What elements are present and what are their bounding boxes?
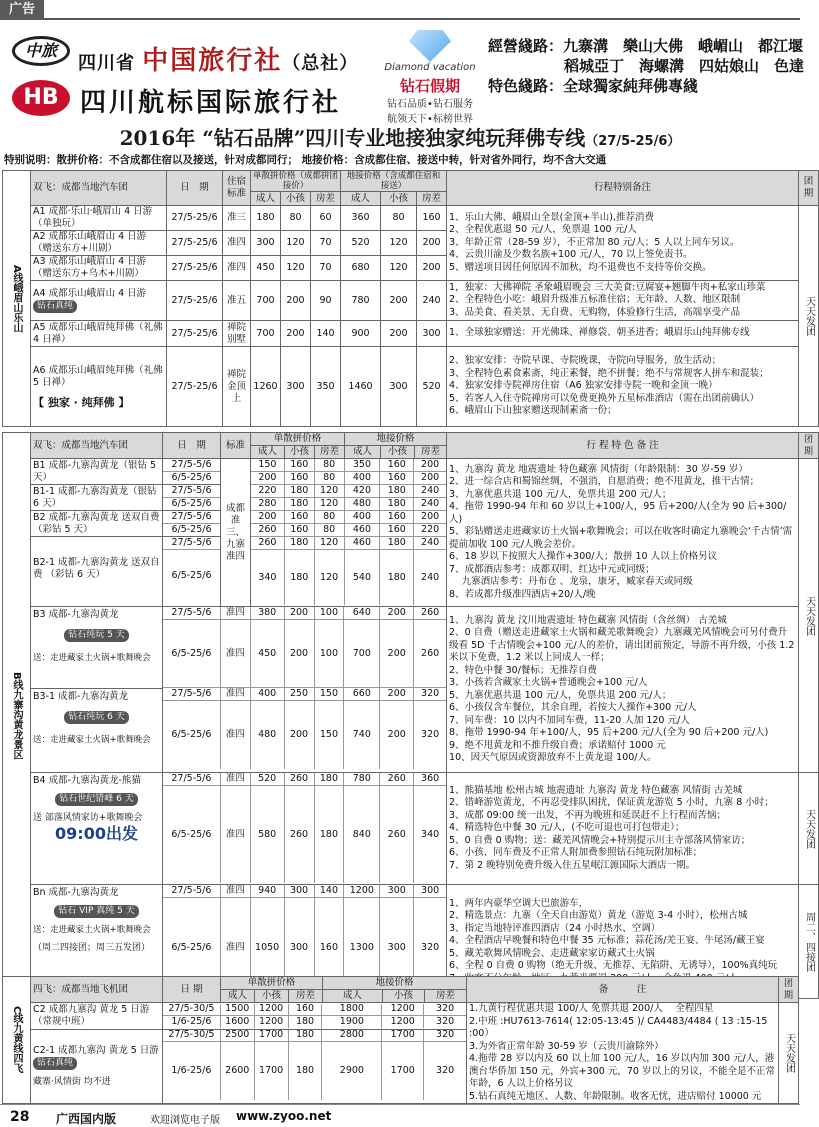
price-row: [163, 1030, 466, 1042]
publication-name: 广西国内版: [56, 1112, 117, 1126]
b4-price-grid: [163, 773, 447, 885]
price-cell: 300: [421, 885, 440, 896]
price-cell: 360: [421, 773, 440, 784]
price-cell: 1900: [322, 1016, 382, 1028]
price-cell: 2600: [221, 1042, 255, 1100]
price-cell: 6/5-25/6: [163, 898, 221, 997]
tag-badge: 钻石 VIP 真纯 5 天: [54, 905, 138, 918]
price-cell: 260: [285, 773, 315, 785]
price-cell: 260: [380, 786, 414, 883]
price-cell: 240: [421, 571, 440, 583]
price-cell: 准四: [221, 773, 251, 785]
ebook-text: 欢迎浏览电子版: [150, 1115, 220, 1126]
price-cell: 700: [344, 620, 380, 687]
table-row: A5 成都乐山峨眉纯拜佛（礼佛 4 日禅） 27/5-25/6 禅院别墅 700 200 140 900 200 300 1、全球独家赠送：开光佛珠、禅修袋、朝圣进香；峨眉乐山纯拜佛专线: [3, 321, 819, 347]
price-cell: 200: [285, 620, 315, 687]
price-cell: 260: [251, 537, 285, 549]
price-row: [251, 485, 446, 498]
price-cell: 160: [285, 511, 315, 523]
top-bar: [0, 0, 800, 20]
price-row: [163, 688, 446, 701]
price-cell: 1700: [382, 1042, 424, 1100]
price-cell: 27/5-5/6: [163, 607, 221, 619]
table-row: A4 成都乐山峨眉山 4 日游 钻石真纯 27/5-25/6 准五 700 200 90 780 200 240 1，独家：大佛禅院 圣象峨眉晚会 三大美食:豆腐宴+翘脚牛肉+私家山珍菜 2、全程特色小吃：峨眉升级准五标准住宿；无年龄、人数、地区限制 3、品美食、看美景、无自费、无购物，体验修行生活，高端享受产品: [3, 281, 819, 321]
tag-badge: 钻石真纯: [33, 300, 77, 313]
table-row: C2 成都九寨沟 黄龙 5 日游（常规中班） 27/5-30/5 1500 1200 160 1800 1200 320 1/6-25/6 1600 1200 180 1900 1200 320 1.九黄行程优惠共退 100/人 免票共退 200/人 全程四星 2.中班 :HU7613-7614( 12:05-13:45 )/ CA4483/4484 ( 13 :15-15 :00） 3.为外省正常年龄 30-59 岁（云贵川渝除外） 4.拖带 28 岁以内及 60 以上加 100 元/人，16 岁以内加 300 元/人，港澳台华侨加 150 元，外宾+300 元，70 岁以上的另议，不能全是不正常年龄，6 人以上价格另议 5.钻石真纯无地区、人数、年龄限制。收客无忧，进店赔付 10000 元 天天发团: [3, 1003, 799, 1030]
cits-logo: 中旅: [12, 36, 70, 66]
hangbiao-logo: HB: [12, 80, 70, 116]
c-remarks: 1.九黄行程优惠共退 100/人 免票共退 200/人 全程四星 2.中班 :HU7613-7614( 12:05-13:45 )/ CA4483/4484 ( 13 :15-15 :00） 3.为外省正常年龄 30-59 岁（云贵川渝除外） 4.拖带 28 岁以内及 60 以上加 100 元/人，16 岁以内加 300 元/人，港澳台华侨加 150 元，外宾+300 元，70 岁以上的另议，不能全是不正常年龄，6 人以上价格另议 5.钻石真纯无地区、人数、年龄限制。收客无忧，进店赔付 10000 元: [467, 1003, 779, 1104]
price-cell: 300: [380, 885, 414, 897]
price-cell: 180: [380, 550, 414, 605]
price-cell: 180: [380, 537, 414, 549]
price-cell: 160: [380, 511, 414, 523]
price-cell: 840: [344, 786, 380, 883]
price-cell: 160: [380, 459, 414, 471]
price-cell: 160: [380, 524, 414, 536]
tag-badge: 钻石纯玩 5 天: [64, 629, 128, 642]
price-cell: 100: [315, 607, 345, 619]
price-cell: 300: [285, 885, 315, 897]
section-b-label: B线九寨沟黄龙景区: [3, 433, 31, 999]
b-group-rows: B1 成都-九寨沟黄龙（银钻 5 天） B1-1 成都-九寨沟黄龙（银钻 6 天） B2 成都-九寨沟黄龙 送双自费 （彩钻 5 天） B2-1 成都-九寨沟黄龙 送双自费 （彩钻 6 天） 27/5-5/6 6/5-25/6 27/5-5/6 6/5-25/6 27/5-5/6 6/5-25/6 27/5-5/6 6/5-25/6 成都准三、九寨准四 150 160 80 350 160 200 200 160 80 400 160 200 220 180 120 420 180 240 280 180 120 480 180 240 200 160 80 400 160 200 260 160 80 460 160 220 260 180 120 460 180 240 340 180 120 540 180 240 1、九寨沟 黄龙 地震遗址 特色藏寨 风情街（年龄限制：30 岁-59 岁） 2、进一综合店和蜀锦丝绸，不强消，自愿消费；绝不甩黄龙，推干古情； 3、九寨优惠共退 100 元/人，免票共退 200 元/人； 4、拖带 1990-94 年和 60 岁以上+100/人，95 后+200/人(全为 90 后+300/人) 5、彩钻赠送走进藏家访土火锅+歌舞晚会；可以在收客时确定九寨晚会‘千古情’需提前加收 100 元/人晚会差价。 6、18 岁以下按照大人操作+300/人；散拼 10 人以上价格另议 7、成都酒店参考：成都双明、红达中元或同级； 九寨酒店参考：丹布仓 、龙泉，康牙，臧家春天或同级 8、若成都升级准四酒店+20/人/晚 天天发团: [3, 459, 819, 607]
website-link[interactable]: www.zyoo.net: [236, 1109, 332, 1123]
price-cell: 220: [421, 524, 440, 535]
price-cell: 27/5-30/5: [163, 1030, 221, 1041]
price-cell: 260: [251, 524, 285, 536]
price-cell: 准四: [221, 898, 251, 997]
price-cell: 320: [436, 1003, 455, 1015]
price-row: [163, 786, 446, 883]
c2-price-grid: [163, 1003, 467, 1030]
price-cell: 准四: [221, 620, 251, 687]
price-cell: 660: [344, 688, 380, 700]
price-cell: 350: [345, 459, 381, 471]
price-cell: 580: [251, 786, 285, 883]
price-cell: 6/5-25/6: [163, 786, 221, 883]
b3-rows: B3 成都-九寨沟黄龙 钻石纯玩 5 天 送：走进藏家土火锅+歌舞晚会 B3-1 成都-九寨沟黄龙 钻石纯玩 6 天 送：走进藏家土火锅+歌舞晚会 27/5-5/6 准四 380 200 100 640 200 260 6/5-25/6 准四 450 200 100 700 200 260 27/5-5/6 准四 400 250 150 660 200 320 6/5-25/6 准四 480 200 150 740 200 320 1、九寨沟 黄龙 汶川地震遗址 特色藏寨 风情街（含丝绸） 古羌城 2、0 自费（赠送走进藏家土火锅和藏羌歌舞晚会）九寨藏羌风情晚会可另付费升级看 5D 千古情晚会+100 元/人的差价，请出团前预定，导游不再升级，小孩 1.2 米以下免费，1.2 米以上同成人一样； 2、特色中餐 30/餐标；无推荐自费 3、小孩若含藏家土火锅+普通晚会+100 元/人 5、九寨优惠共退 100 元/人，免票共退 200 元/人； 6、小孩仅含车餐位，其余自理，若按大人操作+300 元/人 7、同车费：10 以内不加同车费，11-20 人加 120 元/人 8、拖带 1990-94 年+100/人，95 后+200 元/人(全为 90 后+200 元/人) 9、绝不甩黄龙和不推升级自费；承诺赔付 1000 元 10、因天气原因或资源放弃不上黄龙退 100/人。: [3, 607, 819, 773]
price-cell: 520: [251, 773, 285, 785]
price-cell: 480: [345, 498, 381, 510]
tag-badge: 钻石真纯: [33, 1057, 77, 1070]
bn-remarks: 1、两年内豪华空调大巴旅游车， 2、精选景点：九寨（全天自由游览）黄龙（游览 3-4 小时），松州古城 3、指定当地特评准四酒店（24 小时热水、空调） 4、全程酒店早晚餐和特色中餐 35 元标准；蒜花汤/羌王宴、牛尾汤/藏王宴 5、藏羌歌舞风情晚会、走进藏家家访藏式土火锅 6、全程 0 自费 0 购物（绝无升级、无推荐、无陷阱、无诱导），100%真纯玩: [447, 885, 799, 999]
price-cell: 180: [285, 498, 315, 510]
price-row: [163, 773, 446, 786]
price-cell: 160: [285, 472, 315, 484]
section-a-label: A线峨眉山乐山: [3, 171, 31, 427]
price-cell: 320: [421, 729, 440, 740]
price-cell: 1300: [344, 898, 380, 997]
section-a-table: A线峨眉山乐山 双飞：成都当地汽车团 日 期 住宿标准 单散拼价格（成都拼团接价） 地接价格（含成都住宿和接送） 行程特别备注 团期 成人 小孩 房差 成人 小孩 房差 A1 成都·乐山·峨眉山 4 日游（单独玩） 27/5-25/6 准三 180 80 60 360 80 160 1、乐山大佛、峨眉山全景(金顶+半山),推荐消费 2、全程优惠退 50 元/人，免票退 100 元/人 3、年龄正常（28-59 岁），不正常加 80 元/人；5 人以上同车另议。 4、云贵川渝及少数名族+100 元/人，70 以上签免责书。 5、赠送项目因任何原因不加秋，均不退费也不支持等价交换。 天天发团 A2 成都乐山峨眉山 4 日游（赠送东方+川剧） 27/5-25/6 准四 300 120 70 520 120 200 A3 成都乐山峨眉山 4 日游（赠送东方+乌木+川剧） 27/5-25/6 准四 450 120 70 680 120 200 A4 成都乐山峨眉山 4 日游 钻石真纯 27/5-25/6 准五 700 200 90 780 200 240 1，独家：大佛禅院 圣象峨眉晚会 三大美食:豆腐宴+翘脚牛肉+私家山珍菜 2、全程特色小吃：峨眉升级准五标准住宿；无年龄、人数、地区限制 3、品美食、看美景、无自费、无购物，体验修行生活，高端享受产品 A5 成都乐山峨眉纯拜佛（礼佛 4 日禅） 27/5-25/6 禅院别墅 700 200 140 900 200 300 1、全球独家赠送：开光佛珠、禅修袋、朝圣进香；峨眉乐山纯拜佛专线 A6 成都乐山峨眉纯拜佛（礼佛 5 日禅） 【 独家 · 纯拜佛 】 27/5-25/6 禅院金顶上 1260 300 350 1460 300 520 2、独家安排：寺院早课、寺院晚课，寺院向导服务，放生活动； 3、全程特色素食素斋，纯正素餐，绝不拼餐；绝不与常规客人拼车和混装； 4、独家安排寺院禅房住宿（A6 独家安排寺院一晚和金顶一晚） 5、若客人入住寺院禅房可以免费更换外五星标准酒店（需在出团前确认） 6、峨眉山下山独家赠送现制素斋一份；: [2, 170, 819, 427]
price-cell: 2800: [322, 1030, 382, 1041]
price-cell: 1800: [322, 1004, 382, 1015]
price-cell: 180: [289, 1030, 323, 1041]
price-row: [251, 459, 446, 472]
price-cell: 150: [315, 701, 345, 769]
price-cell: 200: [251, 472, 285, 484]
price-cell: 260: [285, 786, 315, 883]
price-cell: 180: [285, 537, 315, 549]
price-cell: 80: [315, 511, 345, 523]
price-cell: 180: [380, 485, 414, 497]
table-row: A6 成都乐山峨眉纯拜佛（礼佛 5 日禅） 【 独家 · 纯拜佛 】 27/5-25/6 禅院金顶上 1260 300 350 1460 300 520 2、独家安排：寺院早课、寺院晚课，寺院向导服务，放生活动； 3、全程特色素食素斋，纯正素餐，绝不拼餐；绝不与常规客人拼车和混装； 4、独家安排寺院禅房住宿（A6 独家安排寺院一晚和金顶一晚） 5、若客人入住寺院禅房可以免费更换外五星标准酒店（需在出团前确认） 6、峨眉山下山独家赠送现制素斋一份；: [3, 347, 819, 427]
price-cell: 180: [289, 1042, 323, 1100]
price-cell: 320: [421, 688, 440, 699]
price-cell: 1500: [221, 1004, 255, 1015]
price-cell: 340: [251, 550, 285, 605]
price-cell: 27/5-5/6: [163, 885, 221, 897]
price-cell: 150: [251, 459, 285, 471]
price-cell: 120: [315, 537, 345, 549]
price-cell: 420: [345, 485, 381, 497]
price-cell: 180: [289, 1016, 323, 1028]
section-c-table: C线九黄线四飞 四飞：成都当地飞机团 日 期 单散拼价格 地接价格 备 注 团期 成人 小孩 房差 成人 小孩 房差 C2 成都九寨沟 黄龙 5 日游（常规中班） 27/5-30/5 1500 1200 160 1800 1200 320 1/6-25/6 1600 1200 180 1900 1200 320 1.九黄行程优惠共退 100/人 免票共退 200/人 全程四星 2.中班 :HU7613-7614( 12:05-13:45 )/ CA4483/4484 ( 13 :15-15 :00） 3.为外省正常年龄 30-59 岁（云贵川渝除外） 4.拖带 28 岁以内及 60 以上加 100 元/人，16 岁以内加 300 元/人，港澳台华侨加 150 元，外宾+300 元，70 岁以上的另议，不能全是不正常年龄，6 人以上价格另议 5.钻石真纯无地区、人数、年龄限制。收客无忧，进店赔付 10000 元 天天发团 C2-1 成都九寨沟 黄龙 5 日游 钻石真纯 藏寨·风情街 均不进 27/5-30/5 2500 1700 180 2800 1700 320 1/6-25/6 2600 1700 180 2900 1700 320: [2, 976, 799, 1104]
price-cell: 1200: [255, 1016, 289, 1028]
price-cell: 200: [421, 459, 440, 470]
price-cell: 380: [251, 607, 285, 619]
diamond-icon: [409, 30, 451, 62]
price-cell: 940: [251, 885, 285, 897]
tag-badge: 钻石世纪错峰 6 天: [55, 793, 137, 806]
price-cell: 1/6-25/6: [163, 1042, 221, 1100]
price-cell: 180: [380, 498, 414, 510]
page-number: 28: [10, 1109, 30, 1125]
price-cell: 180: [285, 550, 315, 605]
price-cell: 80: [315, 459, 345, 471]
price-cell: 6/5-25/6: [163, 620, 221, 687]
price-cell: 160: [285, 524, 315, 536]
price-row: [251, 537, 446, 550]
price-cell: 200: [380, 688, 414, 700]
price-cell: 400: [345, 472, 381, 484]
tag-badge: 钻石纯玩 6 天: [64, 711, 128, 724]
a-remarks-3: 2、独家安排：寺院早课、寺院晚课，寺院向导服务，放生活动； 3、全程特色素食素斋，纯正素餐，绝不拼餐；绝不与常规客人拼车和混装； 4、独家安排寺院禅房住宿（A6 独家安排寺院一晚和金顶一晚） 5、若客人入住寺院禅房可以免费更换外五星标准酒店（需在出团前确认） 6、峨眉山下山独家赠送现制素斋一份；: [447, 347, 799, 427]
a-remarks-2: 1，独家：大佛禅院 圣象峨眉晚会 三大美食:豆腐宴+翘脚牛肉+私家山珍菜 2、全程特色小吃：峨眉升级准五标准住宿；无年龄、人数、地区限制 3、品美食、看美景、无自费、无购物，体验修行生活，高端享受产品: [447, 281, 799, 321]
price-cell: 240: [421, 537, 440, 548]
a-remarks-1: 1、乐山大佛、峨眉山全景(金顶+半山),推荐消费 2、全程优惠退 50 元/人，免票退 100 元/人 3、年龄正常（28-59 岁），不正常加 80 元/人；5 人以上同车另议。 4、云贵川渝及少数名族+100 元/人，70 以上签免责书。 5、赠送项目因任何原因不加秋，均不退费也不支持等价交换。: [447, 206, 799, 281]
price-cell: 120: [315, 498, 345, 510]
price-row: [251, 498, 446, 511]
price-cell: 460: [345, 524, 381, 536]
price-cell: 准四: [221, 885, 251, 897]
price-cell: 300: [285, 898, 315, 997]
price-cell: 280: [251, 498, 285, 510]
price-cell: 2500: [221, 1030, 255, 1041]
price-cell: 准四: [221, 701, 251, 769]
diamond-vacation-logo: Diamond vacation 钻石假期 钻石品质•钻石服务 航领天下•标榜世界: [382, 30, 478, 126]
price-cell: 准四: [221, 607, 251, 619]
price-cell: 460: [345, 537, 381, 549]
price-cell: 1/6-25/6: [163, 1016, 221, 1028]
price-cell: 200: [251, 511, 285, 523]
price-row: [251, 511, 446, 524]
price-cell: 160: [289, 1004, 323, 1015]
b3-price-grid: [163, 607, 447, 773]
c21-price-grid: [163, 1029, 467, 1103]
price-cell: 1700: [382, 1030, 424, 1041]
price-cell: 540: [345, 550, 381, 605]
price-row: [251, 550, 446, 605]
section-b-table: B线九寨沟黄龙景区 双飞：成都当地汽车团 日 期 标准 单散拼价格 地接价格 行 程 特 色 备 注 团期 成人 小孩 房差 成人 小孩 房差 B1 成都-九寨沟黄龙（银钻 5 天） B1-1 成都-九寨沟黄龙（银钻 6 天） B2 成都-九寨沟黄龙 送双自费 （彩钻 5 天） B2-1 成都-九寨沟黄龙 送双自费 （彩钻 6 天） 27/5-5/6 6/5-25/6 27/5-5/6 6/5-25/6 27/5-5/6 6/5-25/6 27/5-5/6 6/5-25/6 成都准三、九寨准四 150 160 80 350 160 200 200 160 80 400 160 200 220 180 120 420 180 240 280 180 120 480 180 240 200 160 80 400 160 200 260 160 80 460 160 220 260 180 120 460 180 240 340 180 120 540 180 240 1、九寨沟 黄龙 地震遗址 特色藏寨 风情街（年龄限制：30 岁-59 岁） 2、进一综合店和蜀锦丝绸，不强消，自愿消费；绝不甩黄龙，推干古情； 3、九寨优惠共退 100 元/人，免票共退 200 元/人； 4、拖带 1990-94 年和 60 岁以上+100/人，95 后+200/人(全为 90 后+300/人) 5、彩钻赠送走进藏家访土火锅+歌舞晚会；可以在收客时确定九寨晚会‘千古情’需提前加收 100 元/人晚会差价。 6、18 岁以下按照大人操作+300/人；散拼 10 人以上价格另议 7、成都酒店参考：成都双明、红达中元或同级； 九寨酒店参考：丹布仓 、龙泉，康牙，臧家春天或同级 8、若成都升级准四酒店+20/人/晚 天天发团 B3 成都-九寨沟黄龙 钻石纯玩 5 天 送：走进藏家土火锅+歌舞晚会 B3-1 成都-九寨沟黄龙 钻石纯玩 6 天 送：走进藏家土火锅+歌舞晚会 27/5-5/6 准四 380 200 100 640 200 260 6/5-25/6 准四 450 200 100 700 200 260 27/5-5/6 准四 400 250 150 660 200 320 6/5-25/6 准四 480 200 150 740 200 320 1、九寨沟 黄龙 汶川地震遗址 特色藏寨 风情街（含丝绸） 古羌城 2、0 自费（赠送走进藏家土火锅和藏羌歌舞晚会）九寨藏羌风情晚会可另付费升级看 5D 千古情晚会+100 元/人的差价，请出团前预定，导游不再升级，小孩 1.2 米以下免费，1.2 米以上同成人一样； 2、特色中餐 30/餐标；无推荐自费 3、小孩若含藏家土火锅+普通晚会+100 元/人 5、九寨优惠共退 100 元/人，免票共退 200 元/人； 6、小孩仅含车餐位，其余自理，若按大人操作+300 元/人 7、同车费：10 以内不加同车费，11-20 人加 120 元/人 8、拖带 1990-94 年+100/人，95 后+200 元/人(全为 90 后+200 元/人) 9、绝不甩黄龙和不推升级自费；承诺赔付 1000 元 10、因天气原因或资源放弃不上黄龙退 100/人。 B4 成都-九寨沟黄龙-熊猫 钻石世纪错峰 6 天 送 部落风情家访+歌舞晚会 09:00出发 27/5-5/6 准四 520 260 180 780 260 360 6/5-25/6 准四 580 260 180 840 260 340 1、熊猫基地 松州古城 地震遗址 九寨沟 黄龙 特色藏寨 风情街 古羌城 2、错峰游览黄龙，不再忍受排队困扰，保证黄龙游览 5 小时，九寨 8 小时； 3、成都 09:00 统一出发，不再为晚班和延误赶不上行程而苦恼； 4、精选特色中餐 30 元/人，(不吃可退也可打包带走）； 5、0 自费 0 购物；送：藏羌风情晚会+特别提示川主寺部落风情家访； 6、小孩、同车费及不正常人附加费参照钻石纯玩附加标准； 7、第 2 晚特别免费升级入住五星岷江源国际大酒店一期。 天天发团 Bn 成都-九寨沟黄龙 钻石 VIP 真纯 5 天 送：走进藏家土火锅+歌舞晚会 （周二四接团；周三五发团） 27/5-5/6 准四 940 300 140 1200 300 300 6/5-25/6 准四 1050 300 160 1300 300 320 1、两年内豪华空调大巴旅游车， 2、精选景点：九寨（全天自由游览）黄龙（游览 3-4 小时），松州古城 3、指定当地特评准四酒店（24 小时热水、空调） 4、全程酒店早晚餐和特色中餐 35 元标准；蒜花汤/羌王宴、牛尾汤/藏王宴 5、藏羌歌舞风情晚会、走进藏家家访藏式土火锅 6、全程 0 自费 0 购物（绝无升级、无推荐、无陷阱、无诱导），100%真纯玩 周二、四接团: [2, 432, 819, 999]
company2-name: 四川航标国际旅行社: [80, 88, 342, 118]
price-cell: 6/5-25/6: [163, 701, 221, 769]
price-cell: 340: [421, 828, 440, 840]
price-cell: 220: [251, 485, 285, 497]
price-cell: 200: [421, 511, 440, 522]
footer: [0, 1104, 800, 1127]
price-cell: 740: [344, 701, 380, 769]
price-cell: 120: [315, 485, 345, 497]
price-row: [163, 701, 446, 769]
price-cell: 1700: [255, 1030, 289, 1041]
price-cell: 320: [436, 1064, 455, 1076]
price-row: [251, 472, 446, 485]
price-cell: 27/5-30/5: [163, 1004, 221, 1015]
price-cell: 1700: [255, 1042, 289, 1100]
price-row: [163, 1004, 466, 1016]
price-cell: 160: [380, 472, 414, 484]
price-cell: 260: [421, 647, 440, 659]
price-cell: 480: [251, 701, 285, 769]
price-row: [251, 524, 446, 537]
price-cell: 260: [421, 607, 440, 618]
bn-rows: Bn 成都-九寨沟黄龙 钻石 VIP 真纯 5 天 送：走进藏家土火锅+歌舞晚会 （周二四接团；周三五发团） 27/5-5/6 准四 940 300 140 1200 300 300 6/5-25/6 准四 1050 300 160 1300 300 320 1、两年内豪华空调大巴旅游车， 2、精选景点：九寨（全天自由游览）黄龙（游览 3-4 小时），松州古城 3、指定当地特评准四酒店（24 小时热水、空调） 4、全程酒店早晚餐和特色中餐 35 元标准；蒜花汤/羌王宴、牛尾汤/藏王宴 5、藏羌歌舞风情晚会、走进藏家家访藏式土火锅 6、全程 0 自费 0 购物（绝无升级、无推荐、无陷阱、无诱导），100%真纯玩 周二、四接团: [3, 885, 819, 999]
price-cell: 320: [436, 1015, 455, 1027]
price-row: [163, 620, 446, 688]
price-cell: 400: [345, 511, 381, 523]
table-row: A2 成都乐山峨眉山 4 日游（赠送东方+川剧） 27/5-25/6 准四 300 120 70 520 120 200: [3, 231, 819, 256]
ad-label: 广告: [0, 0, 44, 20]
page-title: 2016年 “钻石品牌”四川专业地接独家纯玩拜佛专线（27/5-25/6）: [119, 126, 681, 150]
b-remarks: 1、九寨沟 黄龙 地震遗址 特色藏寨 风情街（年龄限制：30 岁-59 岁） 2、进一综合店和蜀锦丝绸，不强消，自愿消费；绝不甩黄龙，推干古情； 3、九寨优惠共退 100 元/人，免票共退 200 元/人； 4、拖带 1990-94 年和 60 岁以上+100/人，95 后+200/人(全为 90 后+300/人) 5、彩钻赠送走进藏家访土火锅+歌舞晚会；可以在收客时确定九寨晚会‘千古情’需提前加收 100 元/人晚会差价。 6、18 岁以下按照大人操作+300/人；散拼 10 人以上价格另议 7、成都酒店参考：成都双明、红达中元或同级； 九寨酒店参考：丹布仓 、龙泉，康牙，臧家春天或同级 8、若成都升级准四酒店+20/人/晚: [447, 459, 799, 607]
price-cell: 200: [380, 701, 414, 769]
price-cell: 1050: [251, 898, 285, 997]
price-cell: 1600: [221, 1016, 255, 1028]
price-cell: 400: [251, 688, 285, 700]
header: [0, 24, 805, 125]
table-row: A1 成都·乐山·峨眉山 4 日游（单独玩） 27/5-25/6 准三 180 80 60 360 80 160 1、乐山大佛、峨眉山全景(金顶+半山),推荐消费 2、全程优惠退 50 元/人，免票退 100 元/人 3、年龄正常（28-59 岁），不正常加 80 元/人；5 人以上同车另议。 4、云贵川渝及少数名族+100 元/人，70 以上签免责书。 5、赠送项目因任何原因不加秋，均不退费也不支持等价交换。 天天发团: [3, 206, 819, 231]
price-cell: 27/5-5/6: [163, 688, 221, 700]
b4-rows: B4 成都-九寨沟黄龙-熊猫 钻石世纪错峰 6 天 送 部落风情家访+歌舞晚会 09:00出发 27/5-5/6 准四 520 260 180 780 260 360 6/5-25/6 准四 580 260 180 840 260 340 1、熊猫基地 松州古城 地震遗址 九寨沟 黄龙 特色藏寨 风情街 古羌城 2、错峰游览黄龙，不再忍受排队困扰，保证黄龙游览 5 小时，九寨 8 小时； 3、成都 09:00 统一出发，不再为晚班和延误赶不上行程而苦恼； 4、精选特色中餐 30 元/人，(不吃可退也可打包带走）； 5、0 自费 0 购物；送：藏羌风情晚会+特别提示川主寺部落风情家访； 6、小孩、同车费及不正常人附加费参照钻石纯玩附加标准； 7、第 2 晚特别免费升级入住五星岷江源国际大酒店一期。 天天发团: [3, 773, 819, 885]
price-cell: 240: [421, 485, 440, 496]
section-c-label: C线九黄线四飞: [3, 977, 31, 1104]
price-row: [163, 1042, 466, 1100]
price-row: [163, 607, 446, 620]
table-row: A3 成都乐山峨眉山 4 日游（赠送东方+乌木+川剧） 27/5-25/6 准四 450 120 70 680 120 200: [3, 256, 819, 281]
price-cell: 1200: [344, 885, 380, 897]
price-cell: 1200: [382, 1004, 424, 1015]
price-cell: 180: [315, 786, 345, 883]
price-cell: 180: [285, 485, 315, 497]
price-cell: 200: [285, 701, 315, 769]
price-cell: 160: [315, 898, 345, 997]
price-cell: 200: [285, 607, 315, 619]
price-cell: 140: [315, 885, 345, 897]
price-cell: 780: [344, 773, 380, 785]
price-cell: 80: [315, 472, 345, 484]
price-cell: 640: [344, 607, 380, 619]
price-cell: 320: [436, 1029, 455, 1041]
price-cell: 260: [380, 773, 414, 785]
price-cell: 100: [315, 620, 345, 687]
price-row: [163, 1016, 466, 1028]
price-cell: 200: [380, 607, 414, 619]
price-cell: 1200: [382, 1016, 424, 1028]
price-cell: 2900: [322, 1042, 382, 1100]
price-cell: 120: [315, 550, 345, 605]
price-row: [163, 885, 446, 898]
price-cell: 300: [380, 898, 414, 997]
price-cell: 200: [380, 620, 414, 687]
special-note: 特别说明：散拼价格：不含成都住宿以及接送，针对成都同行； 地接价格：含成都住宿、接送中转，针对省外同行，均不含大交通: [4, 154, 607, 166]
company1-name: 四川省 中国旅行社（总社）: [78, 46, 359, 76]
price-cell: 200: [421, 472, 440, 483]
price-cell: 240: [421, 498, 440, 509]
b-price-grid: [251, 459, 447, 607]
price-cell: 150: [315, 688, 345, 700]
price-cell: 160: [285, 459, 315, 471]
price-cell: 27/5-5/6: [163, 773, 221, 785]
price-cell: 准四: [221, 688, 251, 700]
price-cell: 1200: [255, 1004, 289, 1015]
price-cell: 320: [421, 941, 440, 953]
price-cell: 450: [251, 620, 285, 687]
price-cell: 准四: [221, 786, 251, 883]
price-cell: 80: [315, 524, 345, 536]
price-cell: 250: [285, 688, 315, 700]
table-row: C2-1 成都九寨沟 黄龙 5 日游 钻石真纯 藏寨·风情街 均不进 27/5-30/5 2500 1700 180 2800 1700 320 1/6-25/6 2600 1700 180 2900 1700 320: [3, 1029, 799, 1103]
b3-remarks: 1、九寨沟 黄龙 汶川地震遗址 特色藏寨 风情街（含丝绸） 古羌城 2、0 自费（赠送走进藏家土火锅和藏羌歌舞晚会）九寨藏羌风情晚会可另付费升级看 5D 千古情晚会+100 元/人的差价，请出团前预定，导游不再升级，小孩 1.2 米以下免费，1.2 米以上同成人一样； 2、特色中餐 30/餐标；无推荐自费 3、小孩若含藏家土火锅+普通晚会+100 元/人 5、九寨优惠共退 100 元/人，免票共退 200 元/人； 6、小孩仅含车餐位，其余自理，若按大人操作+300 元/人 7、同车费：10 以内不加同车费，11-20 人加 120 元/人 8、拖带 1990-94 年+100/人，95 后+200 元/人(全为 90 后+200 元/人) 9、绝不甩黄龙和不推升级自费；承诺赔付 1000 元 10、因天气原因或资源放弃不上黄龙退 100/人。: [447, 607, 799, 773]
b4-remarks: 1、熊猫基地 松州古城 地震遗址 九寨沟 黄龙 特色藏寨 风情街 古羌城 2、错峰游览黄龙，不再忍受排队困扰，保证黄龙游览 5 小时，九寨 8 小时； 3、成都 09:00 统一出发，不再为晚班和延误赶不上行程而苦恼； 4、精选特色中餐 30 元/人，(不吃可退也可打包带走）； 5、0 自费 0 购物；送：藏羌风情晚会+特别提示川主寺部落风情家访； 6、小孩、同车费及不正常人附加费参照钻石纯玩附加标准； 7、第 2 晚特别免费升级入住五星岷江源国际大酒店一期。: [447, 773, 799, 885]
routes-block: 經營綫路：九寨溝 樂山大佛 峨嵋山 都江堰 稻城亞丁 海螺溝 四姑娘山 色達 特色綫路：全球獨家純拜佛專綫: [488, 37, 805, 95]
price-cell: 180: [315, 773, 345, 785]
